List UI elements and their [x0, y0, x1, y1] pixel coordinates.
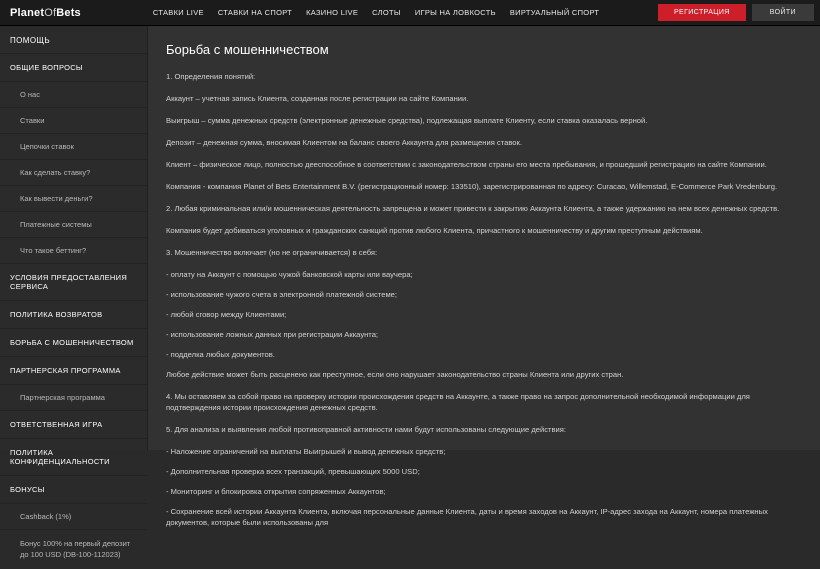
article-paragraph: - Наложение ограничений на выплаты Выигрышей и вывод денежных средств; [166, 447, 446, 456]
sidebar-title: ПОМОЩЬ [10, 36, 51, 45]
article-paragraph: Компания будет добиваться уголовных и гражданских санкций против любого Клиента, причастного к мошенничеству и другим преступным действиям. [166, 226, 703, 235]
main-nav [153, 8, 599, 17]
sidebar-item-bet-chains[interactable]: Цепочки ставок [0, 133, 147, 159]
top-navigation-bar [0, 0, 820, 26]
help-sidebar [0, 26, 148, 560]
article-paragraph: - использование чужого счета в электронной платежной системе; [166, 290, 398, 299]
article-paragraph: - любой сговор между Клиентами; [166, 310, 287, 319]
article-paragraph: 2. Любая криминальная или/и мошенническая деятельность запрещена и может привести к закрытию Аккаунта Клиента, а также удержанию на нем всех денежных средств. [166, 204, 780, 213]
sidebar-item-bets[interactable]: Ставки [0, 107, 147, 133]
article-paragraph: Любое действие может быть расценено как преступное, если оно нарушает законодательство страны Клиента или других стран. [166, 370, 624, 379]
sidebar-item-cashback[interactable]: Cashback (1%) [0, 503, 147, 529]
sidebar-item-about-us[interactable]: О нас [0, 81, 147, 107]
sidebar-item-terms-of-service[interactable]: УСЛОВИЯ ПРЕДОСТАВЛЕНИЯ СЕРВИСА [0, 263, 147, 300]
nav-item-virtual-sports[interactable]: ВИРТУАЛЬНЫЙ СПОРТ [509, 8, 600, 17]
article-paragraph: - подделка любых документов. [166, 350, 275, 359]
register-button[interactable]: РЕГИСТРАЦИЯ [658, 4, 746, 21]
sidebar-item-what-is-betting[interactable]: Что такое беттинг? [0, 237, 147, 263]
article-paragraph: Депозит – денежная сумма, вносимая Клиентом на баланс своего Аккаунта для размещения ставок. [166, 138, 522, 147]
sidebar-item-affiliate-program[interactable]: ПАРТНЕРСКАЯ ПРОГРАММА [0, 356, 147, 384]
site-logo[interactable] [6, 7, 91, 19]
article-paragraph: - Мониторинг и блокировка открытия сопряженных Аккаунтов; [166, 487, 386, 496]
article-paragraph: - Сохранение всей истории Аккаунта Клиента, включая персональные данные Клиента, даты и время заходов на Аккаунт, IP-адрес захода на Аккаунт, номера платежных документов, которые были использованы для [166, 507, 768, 527]
login-button[interactable]: ВОЙТИ [752, 4, 814, 21]
nav-item-skill-games[interactable]: ИГРЫ НА ЛОВКОСТЬ [414, 8, 496, 17]
sidebar-item-payment-systems[interactable]: Платежные системы [0, 211, 147, 237]
article-paragraph: 4. Мы оставляем за собой право на проверку истории происхождения средств на Аккаунте, а также право на запрос дополнительной необходимой информации для подтверждения истории происхождения денежных средств. [166, 392, 750, 412]
sidebar-item-refund-policy[interactable]: ПОЛИТИКА ВОЗВРАТОВ [0, 300, 147, 328]
article-paragraph: - Дополнительная проверка всех транзакций, превышающих 5000 USD; [166, 467, 420, 476]
help-article [148, 26, 820, 527]
sidebar-item-responsible-gaming[interactable]: ОТВЕТСТВЕННАЯ ИГРА [0, 410, 147, 438]
nav-item-sports-bets[interactable]: СТАВКИ НА СПОРТ [217, 8, 293, 17]
logo-text-middle: Of [44, 6, 57, 19]
logo-text-suffix: Bets [56, 6, 81, 19]
article-paragraph: Клиент – физическое лицо, полностью дееспособное в соответствии с законодательством страны его места пребывания, и прошедший регистрацию на сайте Компании. [166, 160, 767, 169]
article-paragraph: Выигрыш – сумма денежных средств (электронные денежные средства), подлежащая выплате Клиенту, если ставка оказалась верной. [166, 116, 648, 125]
account-actions [658, 4, 814, 21]
sidebar-item-how-to-withdraw[interactable]: Как вывести деньги? [0, 185, 147, 211]
article-paragraph: 3. Мошенничество включает (но не ограничивается) в себя: [166, 248, 378, 257]
sidebar-item-how-to-bet[interactable]: Как сделать ставку? [0, 159, 147, 185]
article-paragraph: - оплату на Аккаунт с помощью чужой банковской карты или ваучера; [166, 270, 413, 279]
sidebar-item-privacy-policy[interactable]: ПОЛИТИКА КОНФИДЕНЦИАЛЬНОСТИ [0, 438, 147, 475]
page-title: Борьба с мошенничеством [166, 42, 329, 57]
nav-item-live-bets[interactable]: СТАВКИ LIVE [152, 8, 204, 17]
sidebar-item-anti-fraud[interactable]: БОРЬБА С МОШЕННИЧЕСТВОМ [0, 328, 147, 356]
page-body [0, 26, 820, 560]
sidebar-item-affiliate-program-sub[interactable]: Партнерская программа [0, 384, 147, 410]
article-paragraph: 5. Для анализа и выявления любой противоправной активности нами будут использованы следующие действия: [166, 425, 566, 434]
sidebar-item-bonuses[interactable]: БОНУСЫ [0, 475, 147, 503]
nav-item-live-casino[interactable]: КАЗИНО LIVE [306, 8, 359, 17]
logo-text-primary: Planet [10, 6, 45, 19]
sidebar-item-general-questions[interactable]: ОБЩИЕ ВОПРОСЫ [0, 53, 147, 81]
article-paragraph: Компания - компания Planet of Bets Entertainment B.V. (регистрационный номер: 133510), зарегистрированная по адресу: Curacao, Willemstad, E-Commerce Park Vredenburg. [166, 182, 778, 191]
nav-item-slots[interactable]: СЛОТЫ [372, 8, 401, 17]
article-paragraph: 1. Определения понятий: [166, 72, 256, 81]
article-paragraph: Аккаунт – учетная запись Клиента, созданная после регистрации на сайте Компании. [166, 94, 469, 103]
sidebar-item-first-deposit-bonus[interactable]: Бонус 100% на первый депозит до 100 USD (DB-100-112023) [0, 529, 147, 569]
article-paragraph: - использование ложных данных при регистрации Аккаунта; [166, 330, 379, 339]
